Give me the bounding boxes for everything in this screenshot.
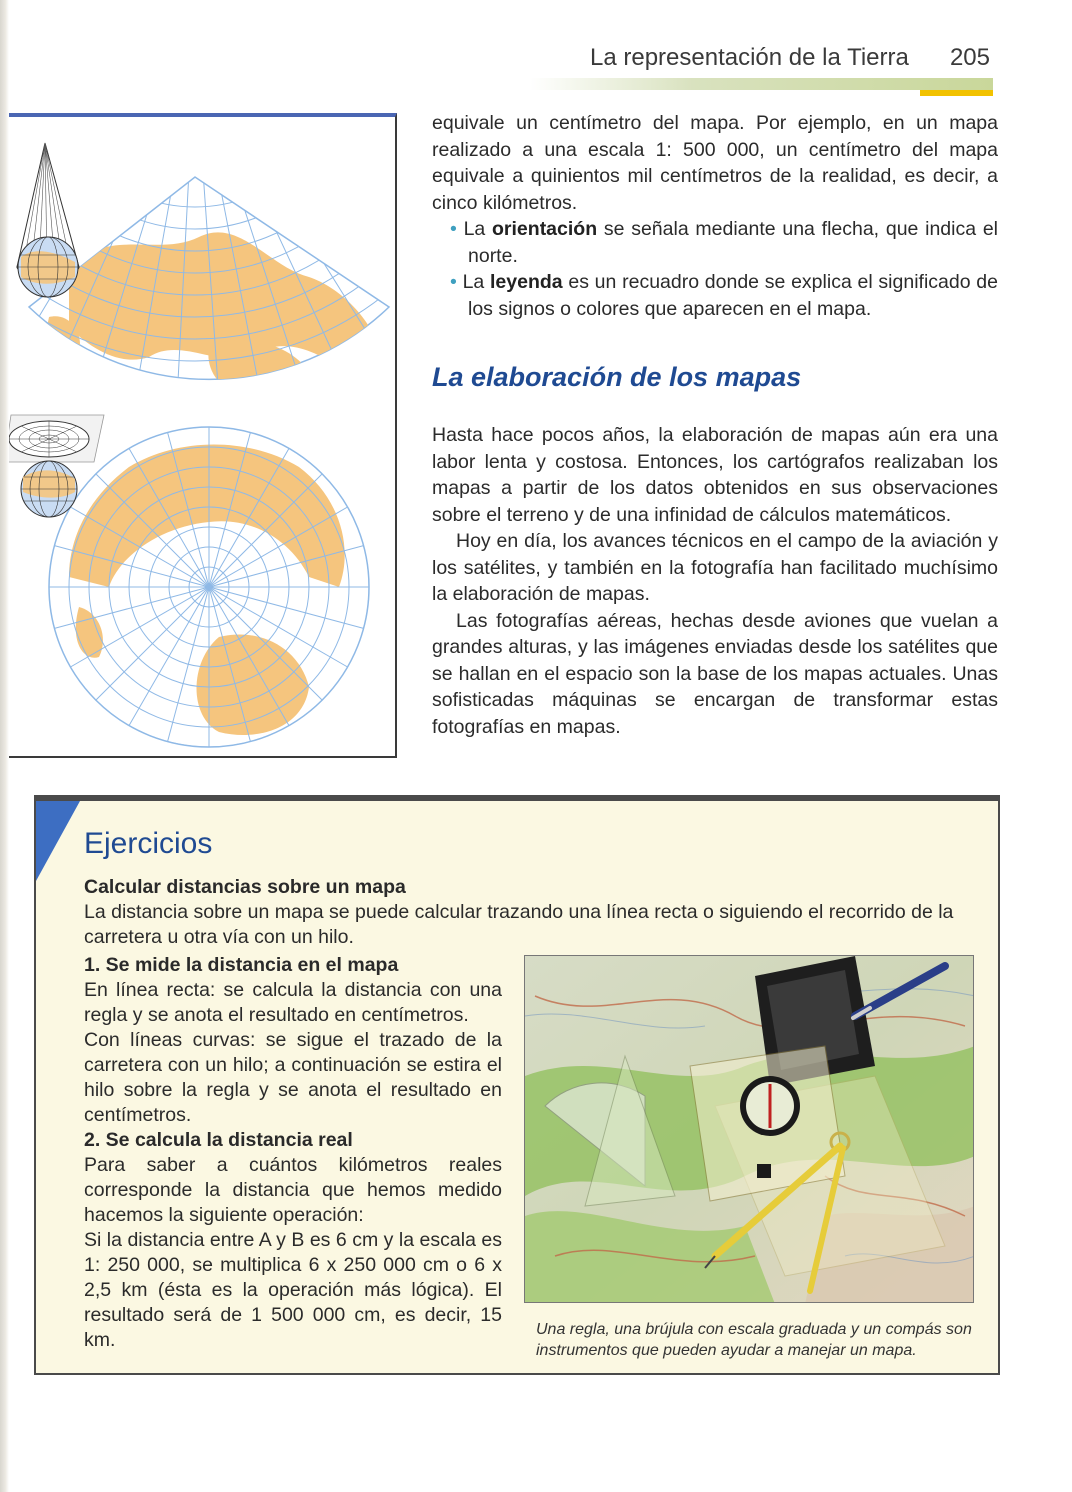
step2-paragraph-1: Para saber a cuántos kilómetros reales corresponde la distancia que hemos medido hacemos la siguiente operación:: [84, 1154, 502, 1226]
running-header: [590, 44, 1000, 72]
legend-term: leyenda: [490, 271, 563, 293]
exercises-steps-block: [84, 953, 502, 1353]
header-accent-bar: [920, 90, 993, 96]
step1-heading: 1. Se mide la distancia en el mapa: [84, 954, 399, 976]
running-title: La representación de la Tierra: [590, 44, 909, 71]
header-rule: [530, 78, 993, 90]
legend-text: es un recuadro donde se explica el significado de los signos o colores que aparecen en el mapa.: [468, 271, 998, 320]
map-instruments-image: [525, 956, 974, 1303]
section-paragraph-3: Las fotografías aéreas, hechas desde aviones que vuelan a grandes alturas, y las imágenes enviadas desde los satélites que se hallan en el espacio son la base de los mapas actuales. Unas sofisticadas máquinas se encargan de transformar estas fotografías en mapas.: [432, 609, 998, 738]
step1-paragraph-1: En línea recta: se calcula la distancia con una regla y se anota el resultado en centímetros.: [84, 979, 502, 1026]
section-title: La elaboración de los mapas: [432, 362, 802, 392]
exercises-corner-tab: [36, 801, 80, 881]
bullet-dot-icon: •: [450, 271, 457, 293]
exercises-box: [34, 795, 1000, 1375]
orientation-prefix: La: [463, 218, 493, 240]
orientation-term: orientación: [492, 218, 598, 240]
azimuthal-projection-map: [49, 427, 369, 747]
map-projections-illustration: [9, 117, 395, 758]
page-binding-edge: [0, 0, 9, 1492]
exercises-intro-block: [84, 875, 994, 950]
step2-paragraph-2: Si la distancia entre A y B es 6 cm y la escala es 1: 250 000, se multiplica 6 x 250 000 cm o 6 x 2,5 km (ésta es la operación más lógica). El resultado será de 1 500 000 cm, es decir, 15 km.: [84, 1229, 502, 1351]
step1-paragraph-2: Con líneas curvas: se sigue el trazado de la carretera con un hilo; a continuación se estira el hilo sobre la regla y se anota el resultado en centímetros.: [84, 1029, 502, 1126]
section-paragraph-2: Hoy en día, los avances técnicos en el campo de la aviación y los satélites, y también en la fotografía han facilitado muchísimo la elaboración de mapas.: [432, 530, 998, 605]
bullet-dot-icon: •: [450, 218, 457, 240]
section-body: [432, 422, 998, 740]
exercises-intro: La distancia sobre un mapa se puede calcular trazando una línea recta o siguiendo el recorrido de la carretera u otra vía con un hilo.: [84, 901, 954, 948]
orientation-text: se señala mediante una flecha, que indica el norte.: [468, 218, 998, 267]
legend-prefix: La: [462, 271, 490, 293]
step2-heading: 2. Se calcula la distancia real: [84, 1129, 353, 1151]
intro-text-block: [432, 110, 998, 322]
legend-bullet: [432, 269, 998, 322]
cone-globe-diagram: [17, 143, 79, 297]
map-projections-figure: [9, 113, 397, 758]
exercises-subtitle: Calcular distancias sobre un mapa: [84, 876, 406, 898]
scale-paragraph: equivale un centímetro del mapa. Por ejemplo, en un mapa realizado a una escala 1: 500 000, un centímetro del mapa equivale a quinientos mil centímetros de la realidad, es decir, a cinco kilómetros.: [432, 112, 998, 214]
photo-caption: Una regla, una brújula con escala graduada y un compás son instrumentos que pueden ayudar a manejar un mapa.: [536, 1321, 972, 1359]
exercises-title: Ejercicios: [84, 827, 213, 860]
orientation-bullet: [432, 216, 998, 269]
page-number: 205: [949, 44, 990, 71]
map-instruments-photo: [524, 955, 974, 1303]
section-paragraph-1: Hasta hace pocos años, la elaboración de mapas aún era una labor lenta y costosa. Entonces, los cartógrafos realizaban los mapas a partir de los datos obtenidos en sus observaciones sobre el terreno y de una infinidad de cálculos matemáticos.: [432, 424, 998, 526]
